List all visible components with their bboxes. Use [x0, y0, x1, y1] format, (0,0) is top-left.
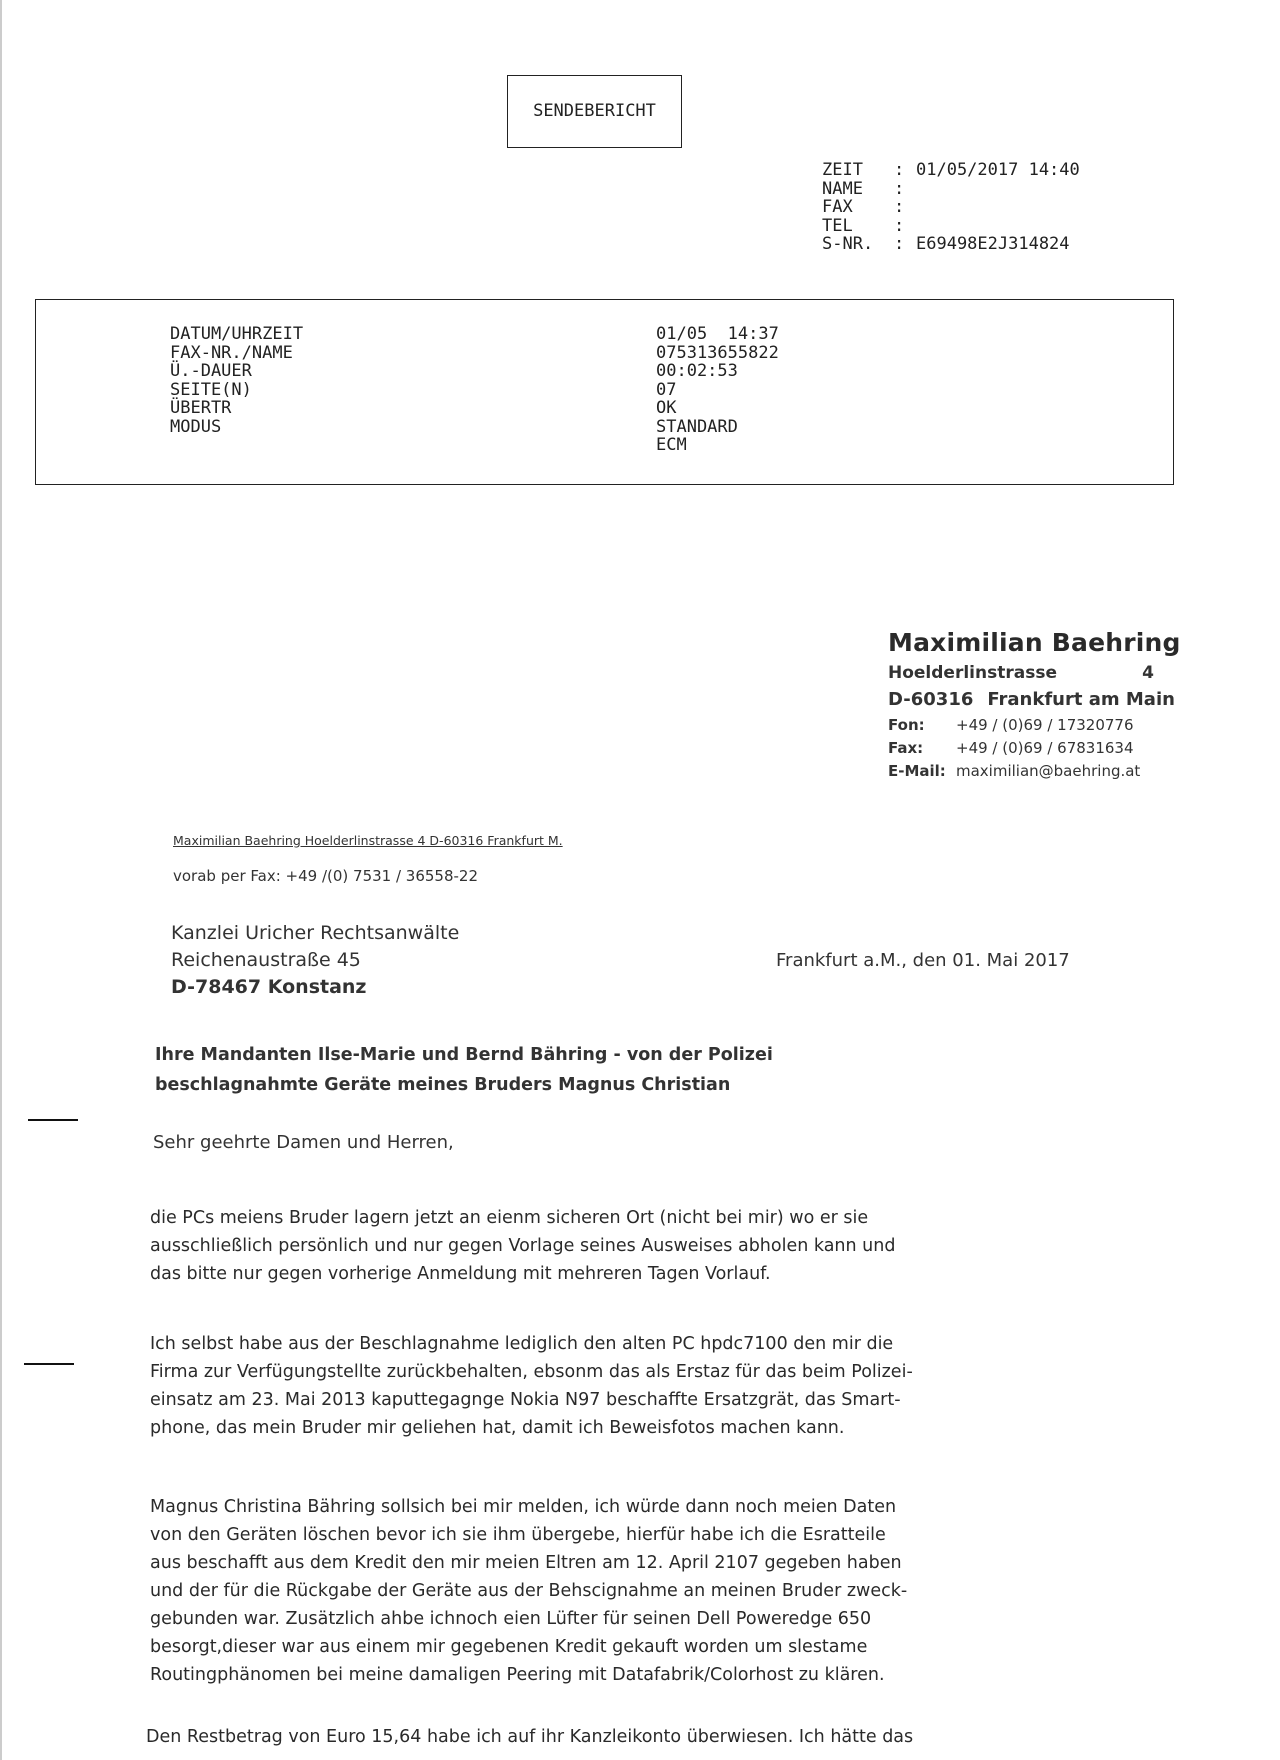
transmission-value: OK	[656, 398, 677, 418]
transmission-value: STANDARD	[656, 416, 738, 437]
sender-name: Maximilian Baehring	[888, 628, 1181, 657]
fax-report-title: SENDEBERICHT	[533, 101, 656, 122]
paragraph-line: ausschließlich persönlich und nur gegen Vorlage seines Ausweises abholen kann und	[150, 1236, 896, 1256]
fax-report-title-box	[507, 75, 682, 148]
header-field-row	[822, 161, 1080, 180]
paragraph	[150, 1330, 950, 1442]
header-field-sep: :	[894, 234, 905, 254]
contact-row-phone	[888, 716, 1181, 734]
paragraph-line: einsatz am 23. Mai 2013 kaputtegagnge Nokia N97 beschaffte Ersatzgrät, das Smart-	[150, 1390, 901, 1410]
paragraph-line: die PCs meiens Bruder lagern jetzt an eienm sicheren Ort (nicht bei mir) wo er sie	[150, 1208, 869, 1228]
transmission-label: DATUM/UHRZEIT	[170, 324, 304, 344]
header-field-row	[822, 198, 1080, 217]
transmission-value: 07	[656, 379, 677, 400]
transmission-value: ECM	[656, 435, 687, 455]
header-field-label: ZEIT	[822, 160, 863, 180]
paragraph-line: Firma zur Verfügungstellte zurückbehalten, ebsonm das als Erstaz für das beim Polizei-	[150, 1362, 913, 1382]
pre-fax-note: vorab per Fax: +49 /(0) 7531 / 36558-22	[173, 867, 479, 885]
header-field-sep: :	[894, 178, 905, 199]
paragraph-line: von den Geräten löschen bevor ich sie ihm übergebe, hierfür habe ich die Esratteile	[150, 1525, 886, 1545]
contact-label: E-Mail:	[888, 762, 946, 780]
subject-line	[155, 1040, 773, 1100]
header-field-sep: :	[894, 197, 905, 217]
header-field-sep: :	[894, 160, 905, 180]
subject-text: beschlagnahmte Geräte meines Bruders Magnus Christian	[155, 1075, 731, 1095]
sender-street: Hoelderlinstrasse	[888, 663, 1057, 683]
header-field-row	[822, 180, 1080, 199]
header-field-label: FAX	[822, 197, 853, 217]
transmission-label: MODUS	[170, 416, 222, 437]
paragraph-line: aus beschafft aus dem Kredit den mir meien Eltren am 12. April 2107 gegeben haben	[150, 1553, 902, 1573]
place-date: Frankfurt a.M., den 01. Mai 2017	[776, 950, 1070, 971]
recipient-line: Kanzlei Uricher Rechtsanwälte	[171, 922, 460, 944]
scan-edge-artifact	[0, 0, 2, 1760]
recipient-address	[171, 920, 459, 1001]
header-field-row	[822, 235, 1080, 254]
header-field-value: E69498E2J314824	[916, 234, 1070, 254]
sender-city: Frankfurt am Main	[987, 689, 1175, 710]
header-field-value: 01/05/2017 14:40	[916, 160, 1080, 180]
contact-value: maximilian@baehring.at	[956, 762, 1141, 780]
transmission-label: SEITE(N)	[170, 379, 252, 400]
paragraph	[150, 1493, 950, 1689]
transmission-value: 01/05 14:37	[656, 324, 779, 344]
paragraph-line: Den Restbetrag von Euro 15,64 habe ich auf ihr Kanzleikonto überwiesen. Ich hätte das	[146, 1727, 914, 1747]
transmission-label: FAX-NR./NAME	[170, 342, 293, 363]
paragraph-line: Routingphänomen bei meine damaligen Peering mit Datafabrik/Colorhost zu klären.	[150, 1665, 885, 1685]
sender-house-number: 4	[1142, 663, 1154, 683]
paragraph-line: Ich selbst habe aus der Beschlagnahme lediglich den alten PC hpdc7100 den mir die	[150, 1334, 894, 1354]
transmission-value: 075313655822	[656, 342, 779, 363]
transmission-values	[656, 325, 779, 455]
contact-value: +49 / (0)69 / 17320776	[956, 716, 1134, 734]
transmission-value: 00:02:53	[656, 361, 738, 381]
header-field-row	[822, 217, 1080, 236]
fax-header-fields	[822, 161, 1080, 254]
sender-letterhead	[888, 628, 1181, 785]
transmission-label: ÜBERTR	[170, 398, 232, 418]
paragraph	[150, 1204, 950, 1288]
paragraph-line: Magnus Christina Bähring sollsich bei mir melden, ich würde dann noch meien Daten	[150, 1497, 897, 1517]
transmission-label: Ü.-DAUER	[170, 361, 252, 381]
transmission-labels	[170, 325, 303, 436]
header-field-sep: :	[894, 215, 905, 236]
contact-value: +49 / (0)69 / 67831634	[956, 739, 1134, 757]
contact-label: Fon:	[888, 716, 925, 734]
sender-postal-code: D-60316	[888, 689, 974, 710]
recipient-line: Reichenaustraße 45	[171, 949, 361, 971]
paragraph-line: phone, das mein Bruder mir geliehen hat, damit ich Beweisfotos machen kann.	[150, 1418, 845, 1438]
sender-city-line	[888, 689, 1181, 710]
paragraph-line: und der für die Rückgabe der Geräte aus der Behscignahme an meinen Bruder zweck-	[150, 1581, 908, 1601]
header-field-label: TEL	[822, 215, 853, 236]
salutation: Sehr geehrte Damen und Herren,	[153, 1132, 454, 1153]
paragraph-line: besorgt,dieser war aus einem mir gegebenen Kredit gekauft worden um slestame	[150, 1637, 868, 1657]
paragraph-line: gebunden war. Zusätzlich ahbe ichnoch eien Lüfter für seinen Dell Poweredge 650	[150, 1609, 872, 1629]
contact-row-email	[888, 762, 1181, 780]
margin-mark	[24, 1363, 74, 1365]
header-field-label: NAME	[822, 178, 863, 199]
contact-row-fax	[888, 739, 1181, 757]
recipient-line: D-78467 Konstanz	[171, 976, 367, 998]
sender-street-line	[888, 663, 1154, 683]
header-field-label: S-NR.	[822, 234, 874, 254]
margin-mark	[28, 1119, 78, 1121]
contact-label: Fax:	[888, 739, 924, 757]
return-address: Maximilian Baehring Hoelderlinstrasse 4 D-60316 Frankfurt M.	[173, 833, 563, 848]
paragraph-line: das bitte nur gegen vorherige Anmeldung mit mehreren Tagen Vorlauf.	[150, 1264, 771, 1284]
subject-text: Ihre Mandanten Ilse-Marie und Bernd Bähring - von der Polizei	[155, 1045, 773, 1065]
